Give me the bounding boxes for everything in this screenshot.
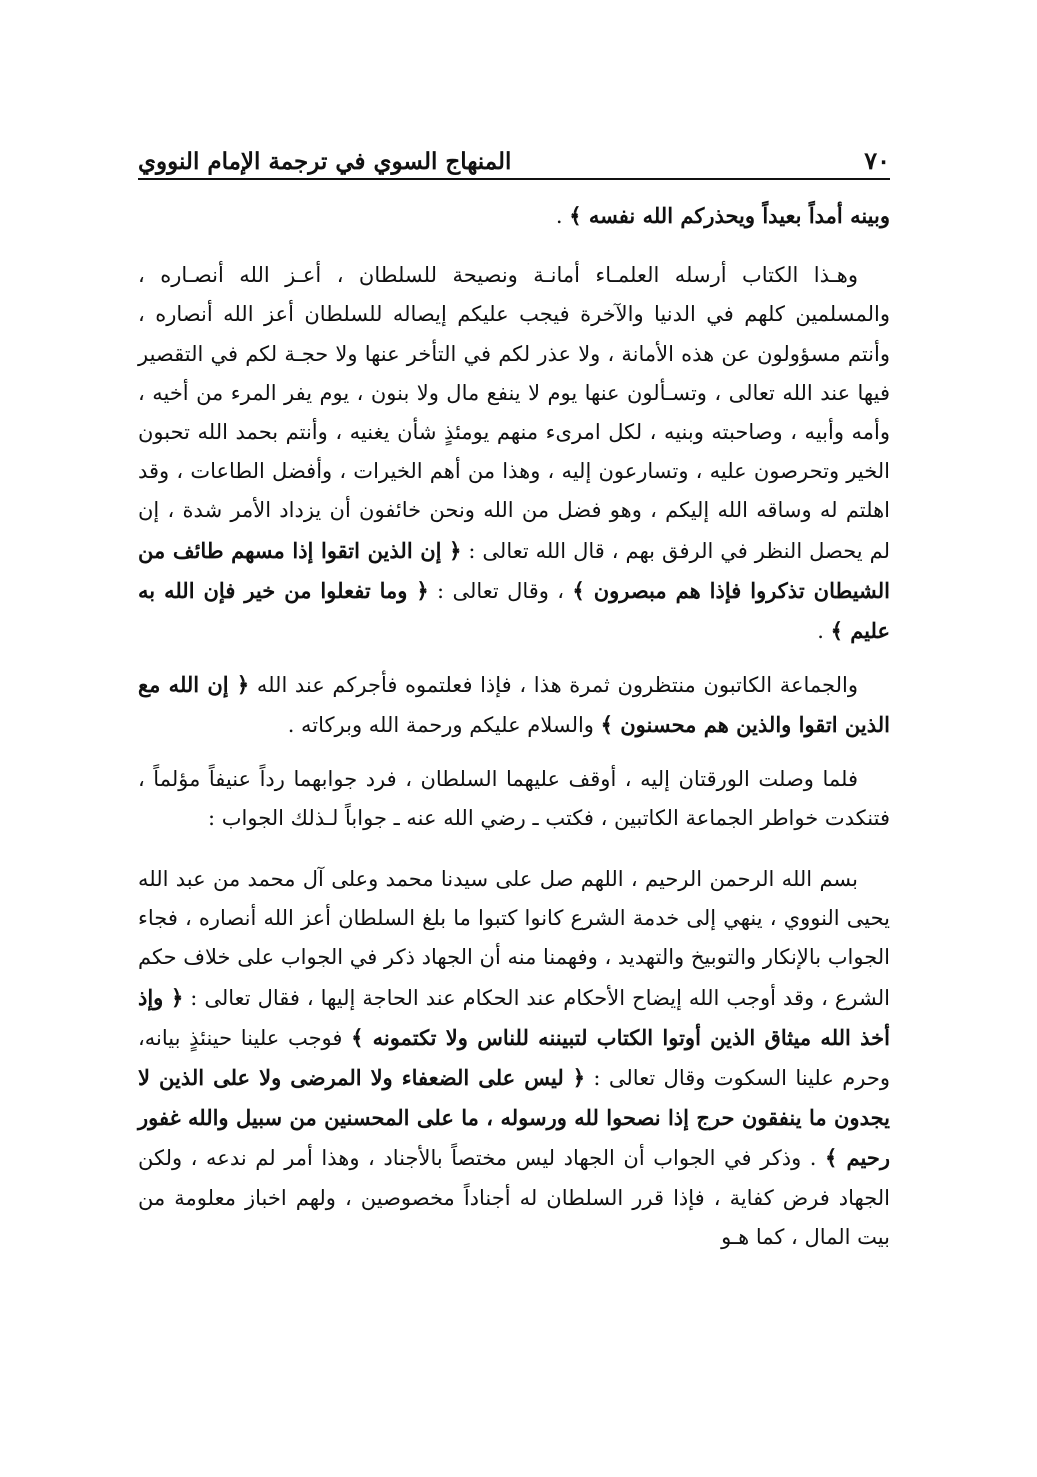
text-run: فوجب علينا حينئذٍ بيانه، وحرم علينا السكوت وقال تعالى : <box>138 1025 890 1091</box>
paragraph-1 <box>138 196 890 236</box>
header-rule <box>138 178 890 180</box>
paragraph-2 <box>138 256 890 651</box>
page-number: ٧٠ <box>864 146 890 175</box>
paragraph-4 <box>138 760 890 838</box>
paragraph-5 <box>138 860 890 1257</box>
text-run: والجماعة الكاتبون منتظرون ثمرة هذا ، فإذا فعلتموه فأجركم عند الله <box>249 673 858 698</box>
text-run: ، وقال تعالى : <box>428 578 573 603</box>
text-run: والسلام عليكم ورحمة الله وبركاته . <box>287 713 601 738</box>
quran-quote: وبينه أمداً بعيداً ويحذركم الله نفسه ﴾ <box>569 203 890 228</box>
text-run: . <box>817 619 831 644</box>
quran-quote: ﴿ إن الذين اتقوا إذا مسهم طائف من الشيطان تذكروا فإذا هم مبصرون ﴾ <box>138 537 890 603</box>
running-title: المنهاج السوي في ترجمة الإمام النووي <box>138 148 512 175</box>
text-run: . <box>555 204 570 228</box>
text-run: وهـذا الكتاب أرسله العلمـاء أمانـة ونصيحة للسلطان ، أعـز الله أنصـاره ، والمسلمين كلهم في الدنيا والآخرة فيجب عليكم إيصاله للسلطان أعز الله أنصاره ، وأنتم مسؤولون عن هذه الأمانة ، ولا عذر لكم في التأخر عنها ولا حجـة لكم في التقصير فيها عند الله تعالى ، وتسـألون عنها يوم لا ينفع مال ولا بنون ، يوم يفر المرء من أخيه ، وأمه وأبيه ، وصاحبته وبنيه ، لكل امرىء منهم يومئذٍ شأن يغنيه ، وأنتم بحمد الله تحبون الخير وتحرصون عليه ، وتسارعون إليه ، وهذا من أهم الخيرات ، وأفضل الطاعات ، وقد اهلتم له وساقه الله إليكم ، وهو فضل من الله ونحن خائفون أن يزداد الأمر شدة ، إن لم يحصل النظر في الرفق بهم ، قال الله تعالى : <box>138 263 890 563</box>
body-text <box>138 196 890 1257</box>
text-run: فلما وصلت الورقتان إليه ، أوقف عليهما السلطان ، فرد جوابهما رداً عنيفاً مؤلماً ، فتنكدت خواطر الجماعة الكاتبين ، فكتب ـ رضي الله عنه ـ جواباً لـذلك الجواب : <box>138 766 890 830</box>
text-run: بسم الله الرحمن الرحيم ، اللهم صل على سيدنا محمد وعلى آل محمد من عبد الله يحيى النووي ، ينهي إلى خدمة الشرع كانوا كتبوا ما بلغ السلطان أعز الله أنصاره ، فجاء الجواب بالإنكار والتوبيخ والتهديد ، وفهمنا منه أن الجهاد ذكر في الجواب على خلاف حكم الشرع ، وقد أوجب الله إيضاح الأحكام عند الحكام عند الحاجة إليها ، فقال تعالى : <box>138 867 890 1010</box>
page-header <box>138 135 890 175</box>
quran-quote: ﴿ إن الله مع الذين اتقوا والذين هم محسنون ﴾ <box>138 672 890 738</box>
quran-quote: ﴿ وإذ أخذ الله ميثاق الذين أوتوا الكتاب لتبيننه للناس ولا تكتمونه ﴾ <box>138 984 890 1050</box>
quran-quote: ﴿ وما تفعلوا من خير فإن الله به عليم ﴾ <box>138 577 890 644</box>
text-run: . وذكر في الجواب أن الجهاد ليس مختصاً بالأجناد ، وهذا أمر لم ندعه ، ولكن الجهاد فرض كفاية ، فإذا قرر السلطان له أجناداً مخصوصين ، ولهم اخباز معلومة من بيت المال ، كما هـو <box>138 1146 890 1249</box>
quran-quote: ﴿ ليس على الضعفاء ولا المرضى ولا على الذين لا يجدون ما ينفقون حرج إذا نصحوا لله ورسوله ، ما على المحسنين من سبيل والله غفور رحيم ﴾ <box>138 1065 890 1171</box>
paragraph-3 <box>138 665 890 745</box>
